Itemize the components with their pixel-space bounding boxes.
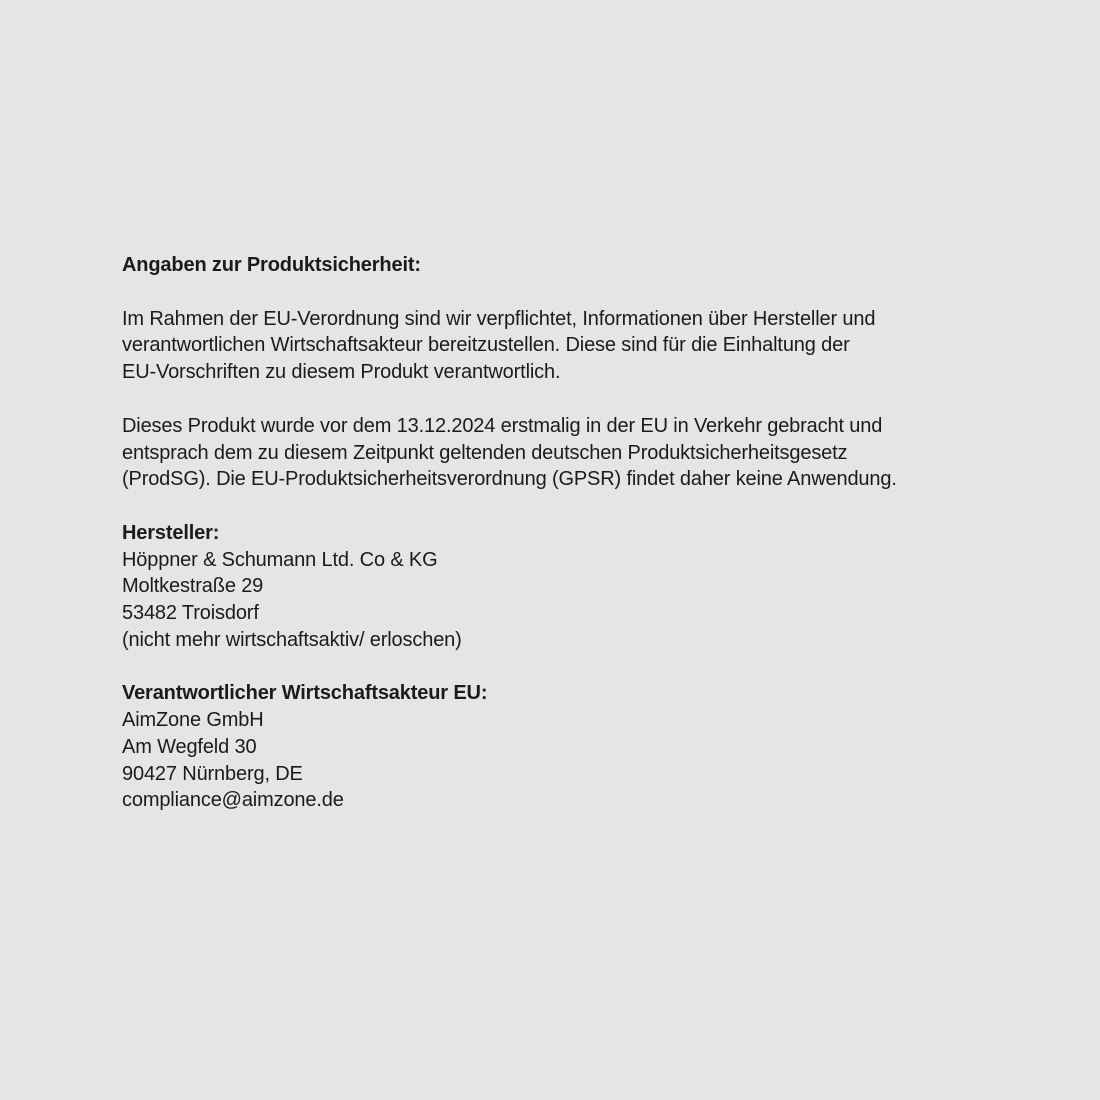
paragraph-prodsg-gpsr [122,413,1002,493]
product-safety-text-block [122,252,1002,841]
manufacturer-status-note: (nicht mehr wirtschaftsaktiv/ erloschen) [122,628,462,651]
paragraph-eu-regulation [122,306,1002,386]
page-title: Angaben zur Produktsicherheit: [122,254,421,276]
text-line: Im Rahmen der EU-Verordnung sind wir verpflichtet, Informationen über Hersteller und [122,307,876,330]
manufacturer-heading: Hersteller: [122,521,220,544]
responsible-actor-heading: Verantwortlicher Wirtschaftsakteur EU: [122,682,488,705]
manufacturer-name: Höppner & Schumann Ltd. Co & KG [122,548,438,571]
responsible-actor-section [122,680,1002,814]
text-line: entsprach dem zu diesem Zeitpunkt geltenden deutschen Produktsicherheitsgesetz [122,441,848,464]
responsible-actor-street: Am Wegfeld 30 [122,735,257,758]
manufacturer-city: 53482 Troisdorf [122,602,259,625]
manufacturer-section [122,520,1002,654]
text-line: (ProdSG). Die EU-Produktsicherheitsverordnung (GPSR) findet daher keine Anwendung. [122,468,897,491]
responsible-actor-city: 90427 Nürnberg, DE [122,762,303,785]
manufacturer-street: Moltkestraße 29 [122,575,264,598]
text-line: EU-Vorschriften zu diesem Produkt verantwortlich. [122,361,561,384]
responsible-actor-name: AimZone GmbH [122,709,264,732]
responsible-actor-email: compliance@aimzone.de [122,789,344,812]
text-line: Dieses Produkt wurde vor dem 13.12.2024 erstmalig in der EU in Verkehr gebracht und [122,414,883,437]
text-line: verantwortlichen Wirtschaftsakteur bereitzustellen. Diese sind für die Einhaltung der [122,334,850,357]
